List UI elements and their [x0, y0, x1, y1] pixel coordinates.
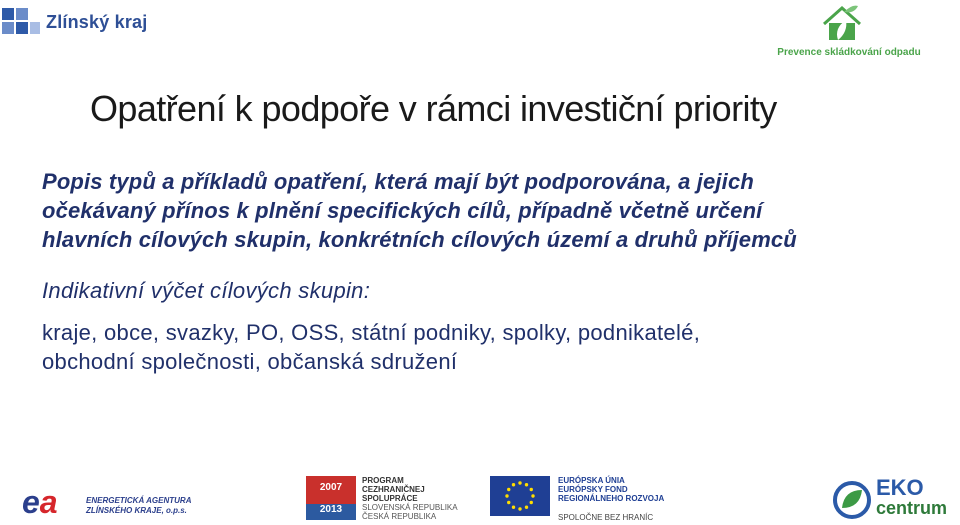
target-groups-line: kraje, obce, svazky, PO, OSS, státní podniky, spolky, podnikatelé,	[42, 320, 701, 345]
zlinsky-kraj-logo	[2, 6, 147, 38]
target-groups-heading: Indikativní výčet cílových skupin:	[42, 278, 371, 303]
program-years-badge: 2007 2013	[306, 476, 356, 520]
target-groups-list	[42, 318, 902, 376]
ea-mark-icon: ea	[22, 484, 58, 520]
squares-logo-icon	[2, 8, 42, 36]
zlinsky-kraj-text: Zlínský kraj	[46, 11, 148, 32]
energeticka-agentura-logo	[22, 486, 192, 522]
target-groups-line: obchodní společnosti, občanská sdružení	[42, 349, 458, 374]
lead-line: Popis typů a příkladů opatření, která mají být podporována, a jejich	[42, 169, 754, 194]
eu-logo-text: EURÓPSKA ÚNIA EURÓPSKY FOND REGIONÁLNEHO ROZVOJA SPOLOČNE BEZ HRANÍC	[558, 476, 665, 522]
program-logo-text: PROGRAM CEZHRANIČNEJ SPOLUPRÁCE SLOVENSKÁ REPUBLIKA ČESKÁ REPUBLIKA	[362, 476, 458, 521]
green-house-leaf-icon	[820, 2, 864, 42]
prevence-logo	[774, 2, 924, 58]
lead-line: hlavních cílových skupin, konkrétních cílových území a druhů příjemců	[42, 227, 797, 252]
eu-flag-icon	[490, 476, 550, 516]
lead-line: očekávaný přínos k plnění specifických cílů, případně včetně určení	[42, 198, 763, 223]
eko-logo-text: EKO centrum	[876, 475, 948, 518]
lead-paragraph	[42, 167, 902, 254]
slide-title: Opatření k podpoře v rámci investiční priority	[90, 88, 777, 129]
cross-border-program-logo	[306, 476, 466, 522]
ea-logo-text: ENERGETICKÁ AGENTURA ZLÍNSKÉHO KRAJE, o.p.s.	[86, 496, 192, 515]
prevence-logo-text: Prevence skládkování odpadu	[777, 47, 921, 58]
eu-fund-logo	[490, 476, 670, 522]
swirl-leaf-icon	[832, 480, 872, 520]
eko-centrum-logo	[832, 475, 958, 522]
